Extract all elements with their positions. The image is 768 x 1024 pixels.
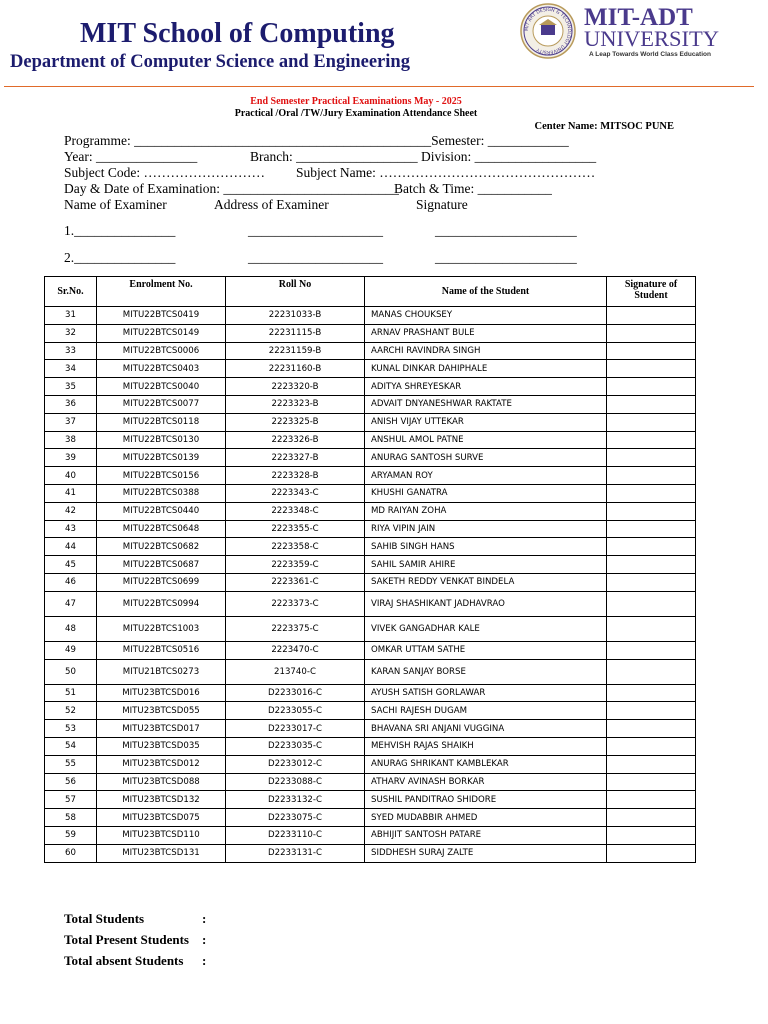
student-name-cell: ANSHUL AMOL PATNE (365, 431, 607, 449)
roll-no-cell: D2233110-C (226, 826, 365, 844)
signature-cell[interactable] (607, 324, 696, 342)
sr-no-cell: 55 (45, 755, 97, 773)
student-name-cell: VIVEK GANGADHAR KALE (365, 616, 607, 641)
student-name-cell: AARCHI RAVINDRA SINGH (365, 342, 607, 360)
student-name-cell: SACHI RAJESH DUGAM (365, 702, 607, 720)
batch-time-field[interactable]: Batch & Time: ___________ (394, 181, 552, 196)
table-row (45, 641, 696, 659)
student-name-cell: BHAVANA SRI ANJANI VUGGINA (365, 720, 607, 738)
sr-no-cell: 42 (45, 502, 97, 520)
center-name: Center Name: MITSOC PUNE (534, 121, 674, 132)
roll-no-cell: 2223326-B (226, 431, 365, 449)
table-row (45, 591, 696, 616)
sr-no-cell: 58 (45, 809, 97, 827)
student-name-cell: SUSHIL PANDITRAO SHIDORE (365, 791, 607, 809)
sr-no-cell: 47 (45, 591, 97, 616)
student-name-cell: ARNAV PRASHANT BULE (365, 324, 607, 342)
enrolment-no-cell: MITU22BTCS0648 (97, 520, 226, 538)
table-row (45, 684, 696, 702)
table-row (45, 616, 696, 641)
department-title: Department of Computer Science and Engineering (10, 52, 410, 72)
student-name-cell: ANISH VIJAY UTTEKAR (365, 413, 607, 431)
exam-date-field[interactable]: Day & Date of Examination: __________________________ (64, 181, 399, 196)
enrolment-no-cell: MITU23BTCSD017 (97, 720, 226, 738)
roll-no-cell: D2233132-C (226, 791, 365, 809)
student-name-cell: KARAN SANJAY BORSE (365, 659, 607, 684)
enrolment-no-cell: MITU22BTCS0156 (97, 467, 226, 485)
total-absent-colon: : (202, 953, 207, 968)
enrolment-no-cell: MITU22BTCS0006 (97, 342, 226, 360)
examiner-1-signature-line[interactable]: _____________________ (435, 223, 577, 238)
table-row (45, 484, 696, 502)
header-divider (4, 86, 754, 87)
table-row (45, 844, 696, 862)
enrolment-no-cell: MITU22BTCS0419 (97, 307, 226, 325)
examiner-2-address-line[interactable]: ____________________ (248, 250, 383, 265)
examiner-name-label: Name of Examiner (64, 197, 167, 212)
examiner-2-signature-line[interactable]: _____________________ (435, 250, 577, 265)
enrolment-no-cell: MITU23BTCSD088 (97, 773, 226, 791)
roll-no-cell: 2223358-C (226, 538, 365, 556)
sr-no-cell: 41 (45, 484, 97, 502)
enrolment-no-cell: MITU22BTCS0682 (97, 538, 226, 556)
subject-code-field[interactable]: Subject Code: ……………………… (64, 165, 265, 180)
table-row (45, 702, 696, 720)
roll-no-cell: 22231160-B (226, 360, 365, 378)
roll-no-cell: 2223320-B (226, 378, 365, 396)
table-row (45, 431, 696, 449)
signature-cell[interactable] (607, 659, 696, 684)
exam-title: End Semester Practical Examinations May - 2025 (250, 96, 462, 107)
enrolment-no-cell: MITU22BTCS0118 (97, 413, 226, 431)
enrolment-no-cell: MITU23BTCSD132 (97, 791, 226, 809)
roll-no-cell: D2233131-C (226, 844, 365, 862)
student-name-cell: ATHARV AVINASH BORKAR (365, 773, 607, 791)
student-name-cell: KUNAL DINKAR DAHIPHALE (365, 360, 607, 378)
table-row (45, 720, 696, 738)
signature-cell[interactable] (607, 809, 696, 827)
logo-tagline: A Leap Towards World Class Education (589, 51, 711, 58)
logo-line1: MIT-ADT (584, 4, 693, 31)
table-row (45, 773, 696, 791)
signature-cell[interactable] (607, 773, 696, 791)
signature-cell[interactable] (607, 826, 696, 844)
table-header-row (45, 277, 696, 307)
roll-no-cell: D2233016-C (226, 684, 365, 702)
sr-no-cell: 54 (45, 737, 97, 755)
roll-no-cell: 2223361-C (226, 573, 365, 591)
total-students-label: Total Students (64, 911, 145, 926)
roll-no-cell: 22231159-B (226, 342, 365, 360)
roll-no-cell: D2233088-C (226, 773, 365, 791)
roll-no-cell: 2223348-C (226, 502, 365, 520)
roll-no-cell: 2223359-C (226, 556, 365, 574)
enrolment-no-cell: MITU23BTCSD012 (97, 755, 226, 773)
sr-no-cell: 45 (45, 556, 97, 574)
signature-cell[interactable] (607, 737, 696, 755)
sr-no-cell: 40 (45, 467, 97, 485)
sr-no-cell: 37 (45, 413, 97, 431)
signature-cell[interactable] (607, 431, 696, 449)
signature-cell[interactable] (607, 360, 696, 378)
signature-cell[interactable] (607, 520, 696, 538)
roll-no-cell: 2223355-C (226, 520, 365, 538)
enrolment-no-cell: MITU22BTCS0388 (97, 484, 226, 502)
sr-no-cell: 33 (45, 342, 97, 360)
table-row (45, 307, 696, 325)
enrolment-no-cell: MITU23BTCSD035 (97, 737, 226, 755)
roll-no-cell: 2223470-C (226, 641, 365, 659)
student-name-cell: ARYAMAN ROY (365, 467, 607, 485)
sr-no-cell: 34 (45, 360, 97, 378)
table-row (45, 324, 696, 342)
roll-no-cell: 22231115-B (226, 324, 365, 342)
student-name-cell: MEHVISH RAJAS SHAIKH (365, 737, 607, 755)
student-name-cell: AYUSH SATISH GORLAWAR (365, 684, 607, 702)
table-row (45, 502, 696, 520)
student-name-cell: OMKAR UTTAM SATHE (365, 641, 607, 659)
signature-cell[interactable] (607, 641, 696, 659)
student-name-cell: ANURAG SHRIKANT KAMBLEKAR (365, 755, 607, 773)
signature-cell[interactable] (607, 467, 696, 485)
sr-no-cell: 51 (45, 684, 97, 702)
roll-no-cell: 213740-C (226, 659, 365, 684)
roll-no-cell: D2233055-C (226, 702, 365, 720)
programme-field[interactable]: Programme: ____________________________________________Semester: ____________ (64, 133, 569, 148)
signature-cell[interactable] (607, 413, 696, 431)
examiner-address-label: Address of Examiner (214, 197, 329, 212)
signature-cell[interactable] (607, 573, 696, 591)
sr-no-cell: 31 (45, 307, 97, 325)
signature-cell[interactable] (607, 449, 696, 467)
enrolment-no-cell: MITU23BTCSD055 (97, 702, 226, 720)
header-signature: Signature of Student (607, 277, 696, 307)
examiner-signature-label: Signature (416, 197, 468, 212)
signature-cell[interactable] (607, 684, 696, 702)
header-enrolment-no: Enrolment No. (97, 277, 226, 307)
roll-no-cell: D2233017-C (226, 720, 365, 738)
sr-no-cell: 38 (45, 431, 97, 449)
sr-no-cell: 57 (45, 791, 97, 809)
header-roll-no: Roll No (226, 277, 365, 307)
total-students-colon: : (202, 911, 207, 926)
student-name-cell: KHUSHI GANATRA (365, 484, 607, 502)
table-row (45, 826, 696, 844)
student-name-cell: VIRAJ SHASHIKANT JADHAVRAO (365, 591, 607, 616)
signature-cell[interactable] (607, 616, 696, 641)
enrolment-no-cell: MITU22BTCS0699 (97, 573, 226, 591)
roll-no-cell: 2223327-B (226, 449, 365, 467)
enrolment-no-cell: MITU21BTCS0273 (97, 659, 226, 684)
signature-cell[interactable] (607, 502, 696, 520)
table-row (45, 449, 696, 467)
sr-no-cell: 60 (45, 844, 97, 862)
year-field[interactable]: Year: _______________ (64, 149, 198, 164)
sr-no-cell: 49 (45, 641, 97, 659)
roll-no-cell: 2223375-C (226, 616, 365, 641)
enrolment-no-cell: MITU22BTCS0139 (97, 449, 226, 467)
branch-division-field[interactable]: Branch: __________________ Division: __________________ (250, 149, 597, 164)
examiner-2-name-line[interactable]: 2._______________ (64, 250, 176, 265)
table-row (45, 520, 696, 538)
table-row (45, 467, 696, 485)
signature-cell[interactable] (607, 538, 696, 556)
sheet-title: Practical /Oral /TW/Jury Examination Attendance Sheet (234, 108, 478, 119)
university-logo (520, 3, 760, 59)
student-name-cell: MANAS CHOUKSEY (365, 307, 607, 325)
sr-no-cell: 50 (45, 659, 97, 684)
seal-text: MIT ART DESIGN & TECHNOLOGY UNIVERSITY (524, 7, 572, 55)
enrolment-no-cell: MITU22BTCS0994 (97, 591, 226, 616)
signature-cell[interactable] (607, 702, 696, 720)
table-row (45, 342, 696, 360)
roll-no-cell: 2223343-C (226, 484, 365, 502)
signature-cell[interactable] (607, 755, 696, 773)
student-name-cell: ANURAG SANTOSH SURVE (365, 449, 607, 467)
header-sr-no: Sr.No. (45, 277, 97, 307)
examiner-1-address-line[interactable]: ____________________ (248, 223, 383, 238)
signature-cell[interactable] (607, 342, 696, 360)
enrolment-no-cell: MITU22BTCS0516 (97, 641, 226, 659)
roll-no-cell: 2223325-B (226, 413, 365, 431)
school-title: MIT School of Computing (80, 18, 395, 49)
student-name-cell: RIYA VIPIN JAIN (365, 520, 607, 538)
signature-cell[interactable] (607, 720, 696, 738)
signature-cell[interactable] (607, 307, 696, 325)
sr-no-cell: 59 (45, 826, 97, 844)
sr-no-cell: 48 (45, 616, 97, 641)
total-absent-label: Total absent Students (64, 953, 184, 968)
signature-cell[interactable] (607, 791, 696, 809)
roll-no-cell: 22231033-B (226, 307, 365, 325)
table-row (45, 791, 696, 809)
table-row (45, 809, 696, 827)
signature-cell[interactable] (607, 556, 696, 574)
enrolment-no-cell: MITU23BTCSD075 (97, 809, 226, 827)
total-present-colon: : (202, 932, 207, 947)
examiner-1-name-line[interactable]: 1._______________ (64, 223, 176, 238)
sr-no-cell: 35 (45, 378, 97, 396)
signature-cell[interactable] (607, 484, 696, 502)
student-name-cell: ADITYA SHREYESKAR (365, 378, 607, 396)
attendance-table (44, 276, 696, 863)
table-row (45, 538, 696, 556)
roll-no-cell: D2233075-C (226, 809, 365, 827)
signature-cell[interactable] (607, 844, 696, 862)
subject-name-field[interactable]: Subject Name: ………………………………………… (296, 165, 596, 180)
sr-no-cell: 56 (45, 773, 97, 791)
student-name-cell: MD RAIYAN ZOHA (365, 502, 607, 520)
logo-line2: UNIVERSITY (584, 26, 719, 51)
sr-no-cell: 39 (45, 449, 97, 467)
enrolment-no-cell: MITU22BTCS0040 (97, 378, 226, 396)
sr-no-cell: 52 (45, 702, 97, 720)
sr-no-cell: 44 (45, 538, 97, 556)
roll-no-cell: D2233035-C (226, 737, 365, 755)
enrolment-no-cell: MITU23BTCSD131 (97, 844, 226, 862)
student-name-cell: SAKETH REDDY VENKAT BINDELA (365, 573, 607, 591)
enrolment-no-cell: MITU22BTCS1003 (97, 616, 226, 641)
roll-no-cell: 2223373-C (226, 591, 365, 616)
roll-no-cell: 2223328-B (226, 467, 365, 485)
total-present-label: Total Present Students (64, 932, 189, 947)
student-name-cell: SAHIB SINGH HANS (365, 538, 607, 556)
sr-no-cell: 32 (45, 324, 97, 342)
table-row (45, 659, 696, 684)
sr-no-cell: 36 (45, 395, 97, 413)
enrolment-no-cell: MITU22BTCS0130 (97, 431, 226, 449)
enrolment-no-cell: MITU23BTCSD110 (97, 826, 226, 844)
student-name-cell: SYED MUDABBIR AHMED (365, 809, 607, 827)
sr-no-cell: 43 (45, 520, 97, 538)
student-name-cell: SAHIL SAMIR AHIRE (365, 556, 607, 574)
sr-no-cell: 53 (45, 720, 97, 738)
table-row (45, 755, 696, 773)
table-row (45, 378, 696, 396)
table-row (45, 737, 696, 755)
signature-cell[interactable] (607, 378, 696, 396)
enrolment-no-cell: MITU22BTCS0077 (97, 395, 226, 413)
table-row (45, 573, 696, 591)
enrolment-no-cell: MITU23BTCSD016 (97, 684, 226, 702)
signature-cell[interactable] (607, 395, 696, 413)
student-name-cell: ADVAIT DNYANESHWAR RAKTATE (365, 395, 607, 413)
enrolment-no-cell: MITU22BTCS0440 (97, 502, 226, 520)
enrolment-no-cell: MITU22BTCS0687 (97, 556, 226, 574)
header-student-name: Name of the Student (365, 277, 607, 307)
table-row (45, 413, 696, 431)
sr-no-cell: 46 (45, 573, 97, 591)
signature-cell[interactable] (607, 591, 696, 616)
student-name-cell: SIDDHESH SURAJ ZALTE (365, 844, 607, 862)
enrolment-no-cell: MITU22BTCS0149 (97, 324, 226, 342)
table-row (45, 556, 696, 574)
table-row (45, 395, 696, 413)
roll-no-cell: 2223323-B (226, 395, 365, 413)
enrolment-no-cell: MITU22BTCS0403 (97, 360, 226, 378)
table-row (45, 360, 696, 378)
roll-no-cell: D2233012-C (226, 755, 365, 773)
student-name-cell: ABHIJIT SANTOSH PATARE (365, 826, 607, 844)
